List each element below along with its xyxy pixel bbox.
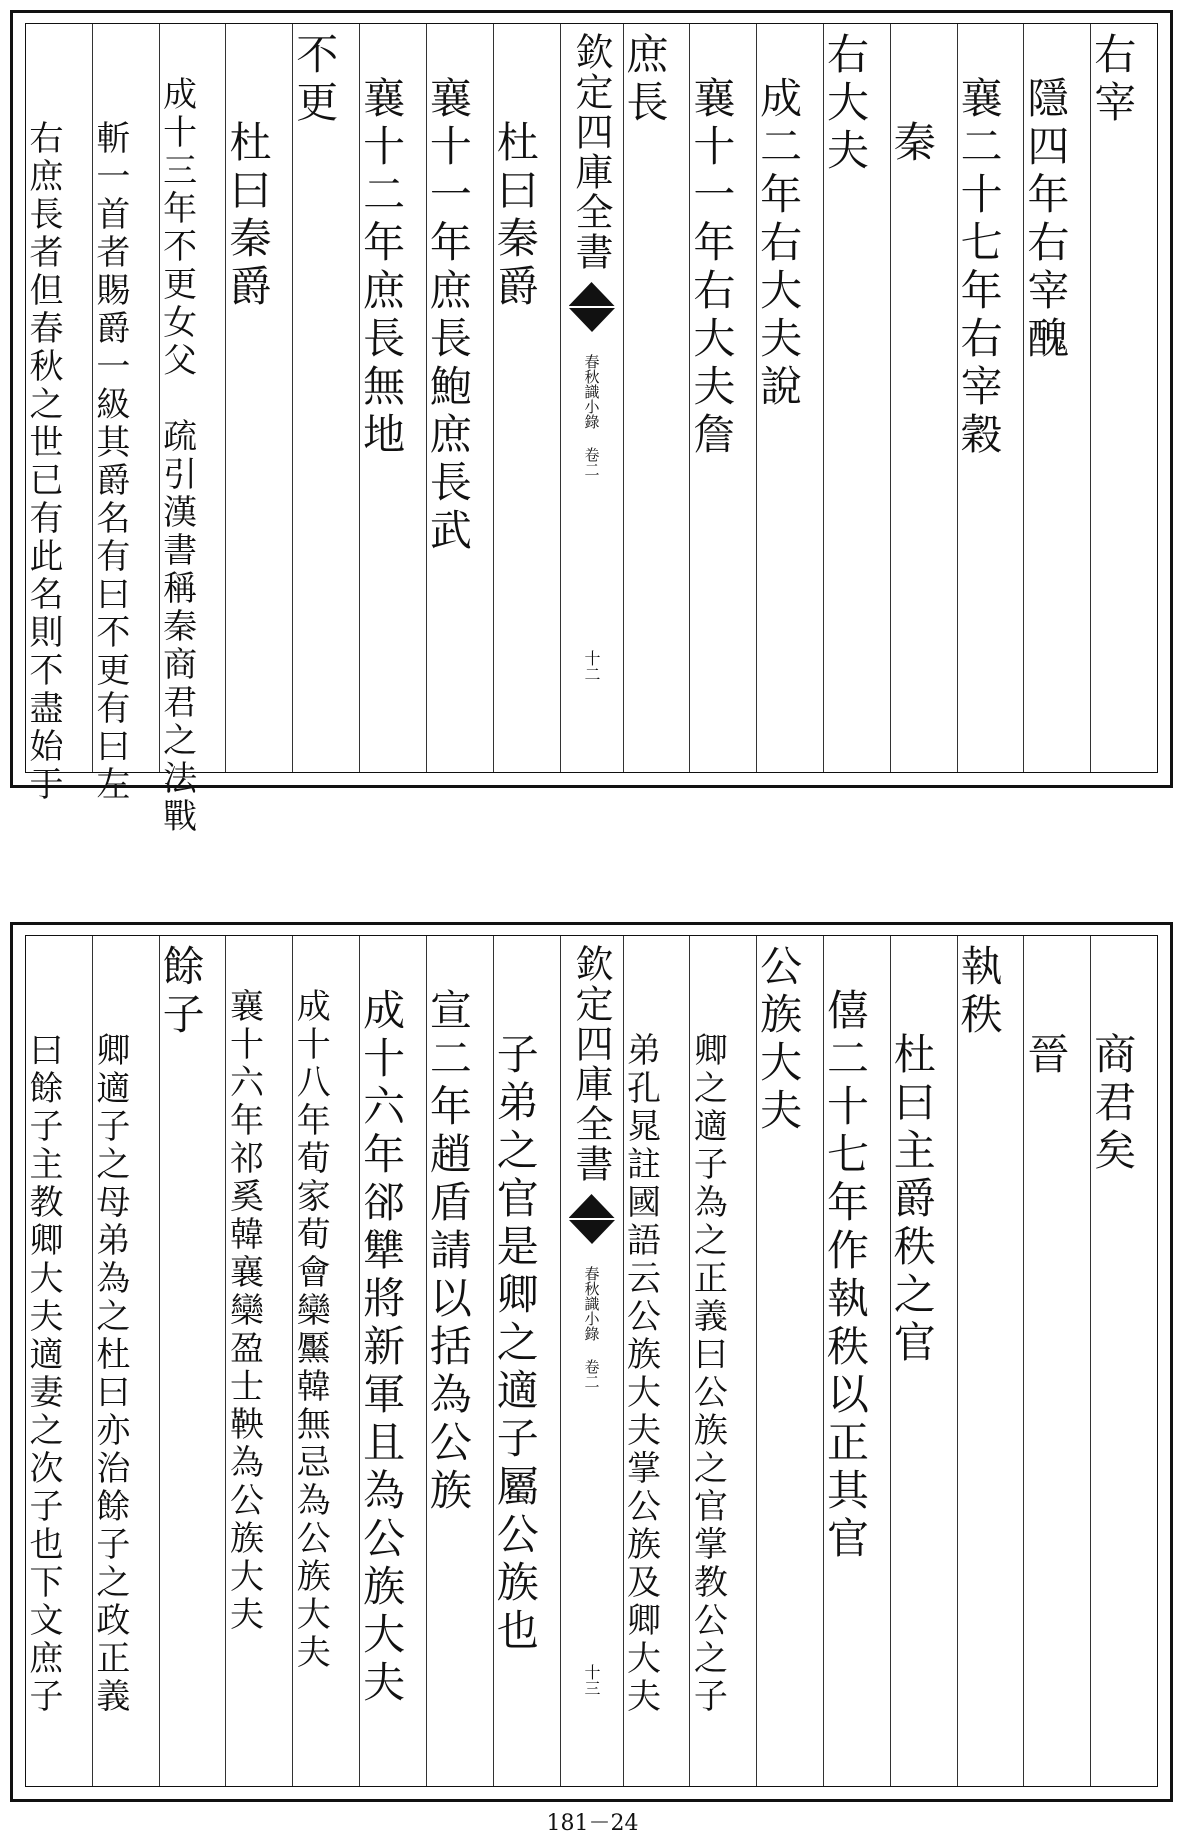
text-column — [292, 24, 359, 772]
text-column — [1023, 24, 1090, 772]
column-text: 商君矣 — [1088, 1032, 1138, 1176]
text-column — [225, 24, 292, 772]
fish-tail-mark-icon — [569, 282, 615, 306]
column-text: 不更 — [290, 32, 340, 128]
column-text: 執秩 — [954, 944, 1004, 1040]
column-text: 餘子 — [156, 944, 206, 1040]
text-column — [156, 936, 226, 1786]
column-text: 秦 — [887, 120, 937, 168]
top-page-frame — [23, 23, 1158, 836]
book-title: 欽定四庫全書 — [569, 32, 613, 272]
work-title — [583, 354, 601, 477]
folio-number: 十三 — [582, 1664, 601, 1696]
column-text: 襄二十七年右宰穀 — [954, 76, 1004, 460]
column-text: 杜曰秦爵 — [223, 120, 273, 312]
text-column — [423, 936, 493, 1786]
text-column — [887, 936, 957, 1786]
column-text: 宣二年趙盾請以括為公族 — [423, 988, 473, 1516]
text-column — [820, 24, 890, 772]
book-title: 欽定四庫全書 — [569, 944, 613, 1184]
text-column — [689, 24, 756, 772]
column-text: 杜曰秦爵 — [490, 120, 540, 312]
column-text: 隱四年右宰醜 — [1021, 76, 1071, 364]
text-column — [225, 936, 292, 1786]
top-page-columns — [23, 24, 1157, 836]
column-text: 右宰 — [1088, 32, 1138, 128]
page-number: 181－24 — [546, 1811, 639, 1836]
column-text: 斬一首者賜爵一級其爵名有曰不更有曰左 — [89, 120, 130, 804]
text-column — [620, 24, 690, 772]
column-text: 卿適子之母弟為之杜曰亦治餘子之政正義 — [89, 1032, 130, 1716]
text-column — [756, 936, 823, 1786]
column-text: 成十三年不更女父 疏引漢書稱秦商君之法戰 — [156, 76, 197, 836]
text-column — [359, 24, 426, 772]
text-column — [490, 936, 560, 1786]
column-text: 子弟之官是卿之適子屬公族也 — [490, 1032, 540, 1656]
column-text: 襄十二年庶長無地 — [357, 76, 407, 460]
column-text: 襄十一年右大夫詹 — [687, 76, 737, 460]
text-column — [756, 24, 823, 772]
column-text: 晉 — [1021, 1032, 1071, 1080]
text-column — [954, 24, 1024, 772]
text-column — [820, 936, 890, 1786]
volume-label: 卷二 — [582, 1359, 601, 1389]
column-text: 僖二十七年作執秩以正其官 — [820, 988, 870, 1564]
text-column — [689, 936, 756, 1786]
column-text: 杜曰主爵秩之官 — [887, 1032, 937, 1368]
column-text: 右庶長者但春秋之世已有此名則不盡始于 — [23, 120, 63, 804]
text-column — [89, 24, 159, 804]
text-column — [490, 24, 560, 772]
text-column — [1090, 936, 1157, 1786]
top-page — [10, 10, 1173, 836]
fish-tail-mark-icon — [569, 1220, 615, 1244]
text-column — [1090, 24, 1157, 772]
column-text: 襄十六年祁奚韓襄欒盈士鞅為公族大夫 — [223, 988, 264, 1634]
text-column — [1023, 936, 1090, 1786]
column-text: 卿之適子為之正義曰公族之官掌教公之子 — [687, 1032, 728, 1716]
work-name: 春秋識小錄 — [582, 354, 601, 429]
folio-number: 十二 — [582, 650, 601, 682]
center-fold — [560, 936, 623, 1786]
center-fold — [560, 24, 623, 772]
column-text: 公族大夫 — [754, 944, 804, 1136]
text-column — [423, 24, 493, 772]
column-text: 曰餘子主教卿大夫適妻之次子也下文庶子 — [23, 1032, 63, 1716]
bottom-page-columns — [23, 936, 1157, 1786]
fish-tail-mark-icon — [569, 1194, 615, 1218]
column-text: 弟孔晁註國語云公族大夫掌公族及卿大夫 — [620, 1032, 661, 1716]
text-column — [89, 936, 159, 1786]
work-title — [583, 1266, 601, 1389]
text-column — [954, 936, 1024, 1786]
column-text: 成十八年荀家荀會欒黶韓無忌為公族大夫 — [290, 988, 331, 1672]
volume-label: 卷二 — [582, 447, 601, 477]
column-text: 襄十一年庶長鮑庶長武 — [423, 76, 473, 556]
work-name: 春秋識小錄 — [582, 1266, 601, 1341]
text-column — [23, 936, 92, 1786]
column-text: 成二年右大夫說 — [754, 76, 804, 412]
column-text: 庶長 — [620, 32, 670, 128]
text-column — [620, 936, 690, 1786]
text-column — [23, 24, 92, 804]
column-text: 成十六年郤犨將新軍且為公族大夫 — [357, 988, 407, 1708]
bottom-page-frame — [25, 935, 1158, 1787]
column-text: 右大夫 — [820, 32, 870, 176]
text-column — [156, 24, 226, 836]
bottom-page — [10, 922, 1173, 1802]
fish-tail-mark-icon — [569, 308, 615, 332]
text-column — [887, 24, 957, 772]
text-column — [292, 936, 359, 1786]
text-column — [359, 936, 426, 1786]
